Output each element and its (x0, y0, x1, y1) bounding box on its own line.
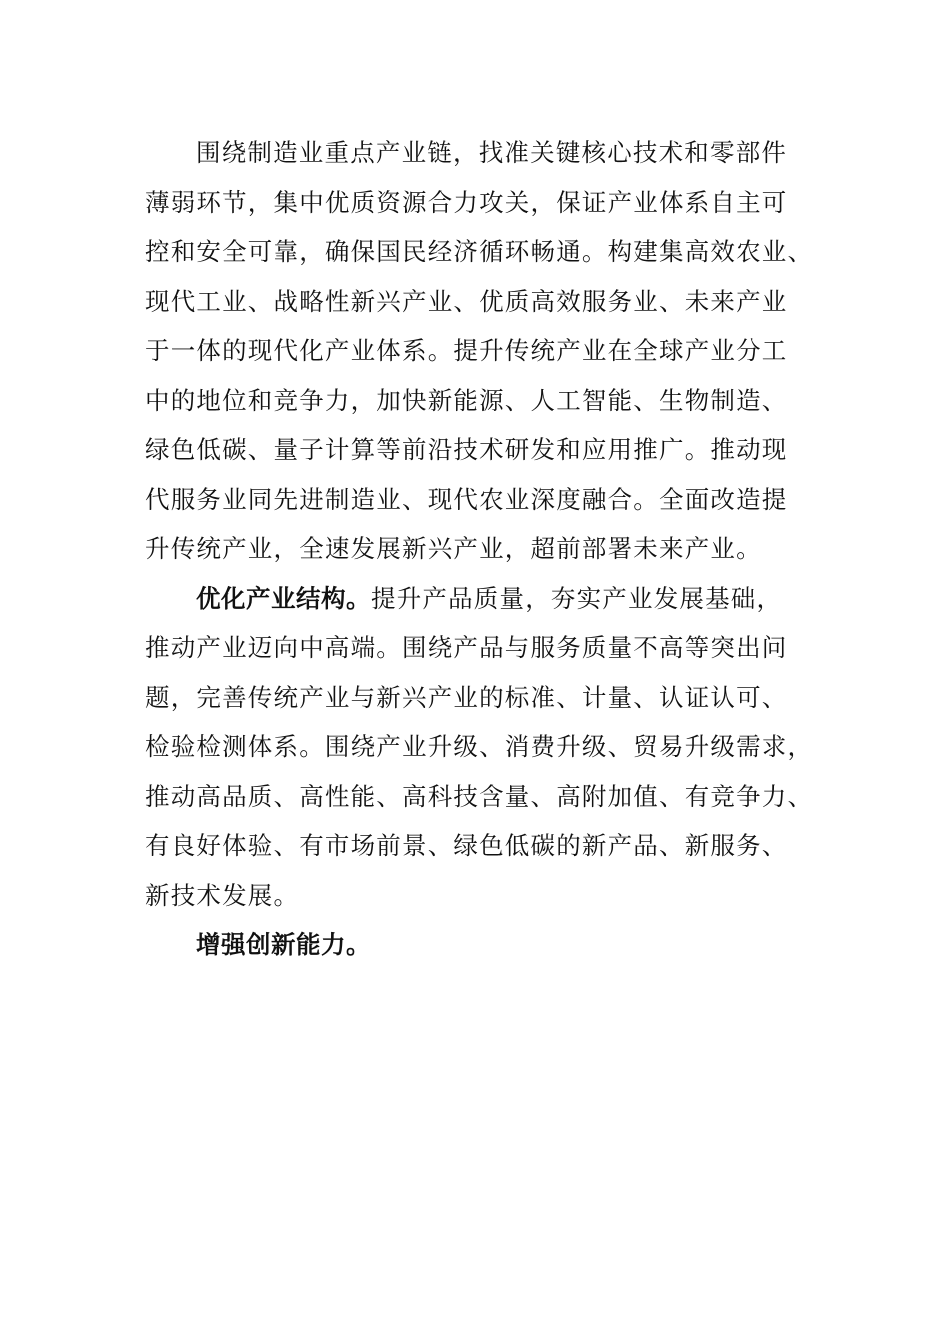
paragraph-line (145, 574, 805, 624)
document-body (145, 128, 814, 970)
paragraph-line: 题，完善传统产业与新兴产业的标准、计量、认证认可、 (145, 682, 788, 712)
section-heading: 优化产业结构。 (196, 583, 371, 613)
paragraph-line: 围绕制造业重点产业链，找准关键核心技术和零部件 (196, 138, 788, 167)
paragraph-optimize-structure (145, 574, 814, 921)
paragraph-line: 中的地位和竞争力，加快新能源、人工智能、生物制造、 (145, 385, 788, 415)
paragraph-line: 现代工业、战略性新兴产业、优质高效服务业、未来产业 (145, 286, 788, 316)
paragraph-line: 薄弱环节，集中优质资源合力攻关，保证产业体系自主可 (145, 187, 788, 217)
paragraph-line: 绿色低碳、量子计算等前沿技术研发和应用推广。推动现 (145, 435, 788, 464)
paragraph-text: 提升产品质量，夯实产业发展基础， (371, 583, 783, 613)
paragraph-line: 升传统产业，全速发展新兴产业，超前部署未来产业。 (145, 534, 762, 563)
paragraph-line: 检验检测体系。围绕产业升级、消费升级、贸易升级需求， (145, 732, 814, 761)
section-heading: 增强创新能力。 (196, 930, 371, 959)
paragraph-line (145, 920, 805, 970)
paragraph-line: 推动产业迈向中高端。围绕产品与服务质量不高等突出问 (145, 633, 788, 662)
paragraph-industrial-chain (145, 128, 814, 574)
paragraph-line: 推动高品质、高性能、高科技含量、高附加值、有竞争力、 (145, 781, 814, 811)
paragraph-line: 控和安全可靠，确保国民经济循环畅通。构建集高效农业、 (145, 237, 814, 266)
paragraph-line: 有良好体验、有市场前景、绿色低碳的新产品、新服务、 (145, 831, 788, 860)
paragraph-line: 新技术发展。 (145, 880, 300, 910)
paragraph-line: 于一体的现代化产业体系。提升传统产业在全球产业分工 (145, 336, 788, 365)
paragraph-line: 代服务业同先进制造业、现代农业深度融合。全面改造提 (145, 484, 788, 514)
paragraph-innovation (145, 920, 805, 970)
